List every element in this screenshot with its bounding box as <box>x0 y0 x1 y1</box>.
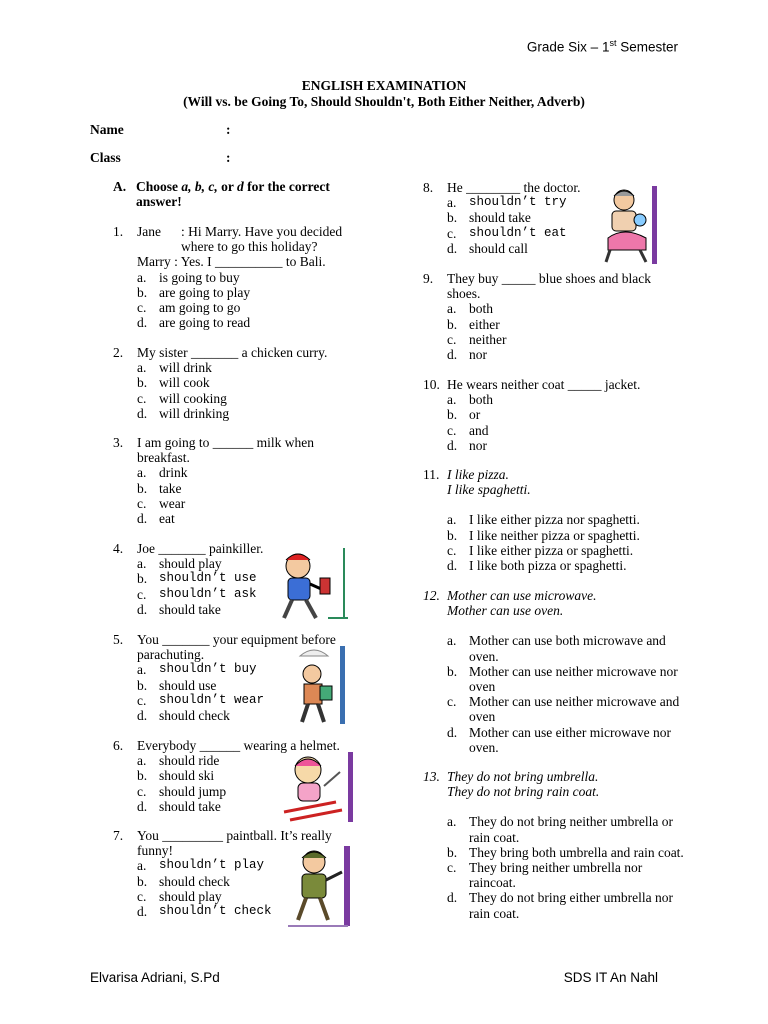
option-13b[interactable]: b. They bring both umbrella and rain coat. <box>447 844 684 860</box>
option-10d[interactable]: d. nor <box>447 437 487 453</box>
option-1a[interactable]: a. is going to buy <box>137 269 240 285</box>
grade-semester-header: Grade Six – 1st Semester <box>526 38 678 55</box>
parachute-man-illustration <box>290 646 346 726</box>
class-label: Class <box>90 150 121 165</box>
option-4a[interactable]: a. should play <box>137 556 222 572</box>
footer-school: SDS IT An Nahl <box>563 970 658 985</box>
option-7c[interactable]: c. should play <box>137 888 222 904</box>
question-10: 10. He wears neither coat _____ jacket. a. both b. or c. and d. nor <box>423 377 688 453</box>
skiing-baby-illustration <box>280 752 356 824</box>
option-5d[interactable]: d. should check <box>137 708 230 724</box>
option-7d[interactable]: d. shouldn’t check <box>137 904 272 920</box>
exam-title: ENGLISH EXAMINATION <box>301 78 467 93</box>
option-12b[interactable]: b. Mother can use neither microwave nor oven <box>447 663 678 695</box>
option-6b[interactable]: b. should ski <box>137 768 215 784</box>
option-3a[interactable]: a. drink <box>137 465 188 481</box>
option-2c[interactable]: c. will cooking <box>137 390 227 406</box>
option-9d[interactable]: d. nor <box>447 347 487 363</box>
question-5: 5. You _______ your equipment before parachuting. a. shouldn’t buy b. should use c. shouldn’t wear d. should check <box>113 632 378 723</box>
option-11b[interactable]: b. I like neither pizza or spaghetti. <box>447 527 640 543</box>
option-12d[interactable]: d. Mother can use either microwave nor oven. <box>447 724 672 755</box>
option-4d[interactable]: d. should take <box>137 601 221 617</box>
option-2b[interactable]: b. will cook <box>137 375 210 391</box>
option-8a[interactable]: a. shouldn’t try <box>447 195 567 211</box>
option-6c[interactable]: c. should jump <box>137 783 227 799</box>
question-13: 13. They do not bring umbrella. They do not bring rain coat. a. They do not bring neither umbrella or rain coat. b. They bring both umbrella and rain coat. c. They bring neither umbrella nor raincoat. d. They do not bring either umbrella nor rain coat. <box>423 769 688 921</box>
section-a-instruction: A. Choose a, b, c, or d for the correct answer! <box>113 179 330 210</box>
option-5b[interactable]: b. should use <box>137 677 217 693</box>
option-9b[interactable]: b. either <box>447 316 500 332</box>
question-4: 4. Joe _______ painkiller. a. should play b. shouldn’t use c. shouldn’t ask d. should take <box>113 541 378 617</box>
option-10a[interactable]: a. both <box>447 392 494 408</box>
option-8d[interactable]: d. should call <box>447 240 528 256</box>
question-9: 9. They buy _____ blue shoes and black shoes. a. both b. either c. neither d. nor <box>423 271 688 362</box>
option-6a[interactable]: a. should ride <box>137 753 220 769</box>
question-1: 1. Jane : Hi Marry. Have you decided where to go this holiday? Marry : Yes. I __________ to Bali. a. is going to buy b. are going to play c. am going to go d. are going to read <box>113 224 378 330</box>
option-11d[interactable]: d. I like both pizza or spaghetti. <box>447 558 627 574</box>
option-10c[interactable]: c. and <box>447 422 489 438</box>
option-7a[interactable]: a. shouldn’t play <box>137 858 265 874</box>
option-3c[interactable]: c. wear <box>137 495 186 511</box>
paintball-soldier-illustration <box>288 846 352 928</box>
exam-title-block <box>0 78 768 110</box>
option-1b[interactable]: b. are going to play <box>137 284 251 300</box>
question-6: 6. Everybody ______ wearing a helmet. a. should ride b. should ski c. should jump d. should take <box>113 738 378 814</box>
option-13a[interactable]: a. They do not bring neither umbrella or rain coat. <box>447 814 673 845</box>
option-6d[interactable]: d. should take <box>137 798 221 814</box>
name-label: Name <box>90 122 124 137</box>
option-11c[interactable]: c. I like either pizza or spaghetti. <box>447 542 634 558</box>
footer-author: Elvarisa Adriani, S.Pd <box>90 970 220 985</box>
option-8b[interactable]: b. should take <box>447 210 531 226</box>
question-2: 2. My sister _______ a chicken curry. a. will drink b. will cook c. will cooking d. will drinking <box>113 345 378 421</box>
option-5a[interactable]: a. shouldn’t buy <box>137 662 257 678</box>
option-2d[interactable]: d. will drinking <box>137 405 230 421</box>
question-3: 3. I am going to ______ milk when breakfast. a. drink b. take c. wear d. eat <box>113 435 378 526</box>
option-3d[interactable]: d. eat <box>137 511 175 527</box>
class-colon: : <box>226 150 231 165</box>
option-2a[interactable]: a. will drink <box>137 360 212 376</box>
option-1c[interactable]: c. am going to go <box>137 300 241 316</box>
option-4b[interactable]: b. shouldn’t use <box>137 571 257 587</box>
question-8: 8. He ________ the doctor. a. shouldn’t try b. should take c. shouldn’t eat d. should call <box>423 180 688 256</box>
exam-subtitle: (Will vs. be Going To, Should Shouldn't, Both Either Neither, Adverb) <box>183 94 585 109</box>
option-13d[interactable]: d. They do not bring either umbrella nor rain coat. <box>447 890 673 921</box>
option-7b[interactable]: b. should check <box>137 873 230 889</box>
option-1d[interactable]: d. are going to read <box>137 315 251 331</box>
question-7: 7. You _________ paintball. It’s really funny! a. shouldn’t play b. should check c. should play d. shouldn’t check <box>113 828 378 919</box>
question-12: 12. Mother can use microwave. Mother can use oven. a. Mother can use both microwave and oven. b. Mother can use neither microwave nor oven c. Mother can use neither microwave and oven d. Mother can use either microwave nor oven. <box>423 588 688 755</box>
option-9a[interactable]: a. both <box>447 301 494 317</box>
option-10b[interactable]: b. or <box>447 407 481 423</box>
option-5c[interactable]: c. shouldn’t wear <box>137 692 265 708</box>
option-4c[interactable]: c. shouldn’t ask <box>137 586 257 602</box>
name-colon: : <box>226 122 231 137</box>
painkiller-man-illustration <box>276 548 348 624</box>
question-11: 11. I like pizza. I like spaghetti. a. I like either pizza nor spaghetti. b. I like neither pizza or spaghetti. c. I like either pizza or spaghetti. d. I like both pizza or spaghetti. <box>423 467 688 573</box>
option-12a[interactable]: a. Mother can use both microwave and oven. <box>447 633 666 664</box>
option-8c[interactable]: c. shouldn’t eat <box>447 225 567 241</box>
option-11a[interactable]: a. I like either pizza nor spaghetti. <box>447 512 640 528</box>
option-3b[interactable]: b. take <box>137 480 182 496</box>
doctor-patient-illustration <box>600 186 658 266</box>
option-13c[interactable]: c. They bring neither umbrella nor raincoat. <box>447 860 643 891</box>
option-12c[interactable]: c. Mother can use neither microwave and oven <box>447 694 680 725</box>
option-9c[interactable]: c. neither <box>447 331 507 347</box>
